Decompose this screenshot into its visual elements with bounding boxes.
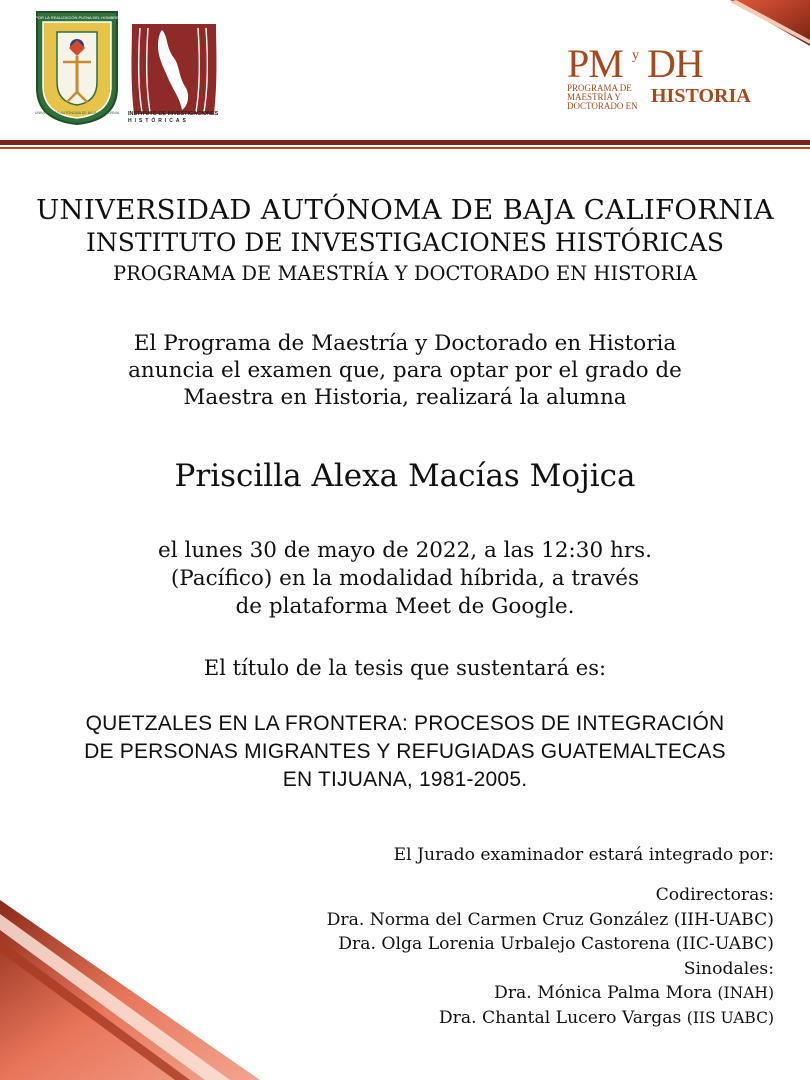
- header-divider-dark: [0, 140, 810, 145]
- pmydh-pm: PM: [567, 41, 623, 86]
- thesis-title: [0, 710, 810, 794]
- thesis-intro: El título de la tesis que sustentará es:: [203, 656, 607, 680]
- university-name: UNIVERSIDAD AUTÓNOMA DE BAJA CALIFORNIA: [36, 194, 774, 226]
- jury-member-name: Dra. Chantal Lucero Vargas: [438, 1007, 682, 1028]
- student-name: Priscilla Alexa Macías Mojica: [174, 458, 636, 494]
- codirectoras-label: Codirectoras:: [655, 885, 774, 905]
- jury-member-institution: (INAH): [717, 984, 774, 1002]
- announcement-paragraph: [0, 330, 810, 411]
- pmydh-logo: [565, 41, 765, 114]
- header: [0, 0, 810, 150]
- jury-member-institution: (IIC-UABC): [675, 934, 774, 954]
- corner-decoration-bottom-left: [0, 900, 260, 1080]
- iih-caption: [128, 111, 228, 125]
- thesis-title-line: DE PERSONAS MIGRANTES Y REFUGIADAS GUATEMALTECAS: [84, 740, 726, 763]
- uabc-ring-text: UNIVERSIDAD AUTÓNOMA DE BAJA CALIFORNIA: [35, 111, 119, 115]
- jury-member-name: Dra. Mónica Palma Mora: [494, 983, 713, 1003]
- jury-member: [327, 981, 774, 1006]
- date-line: de plataforma Meet de Google.: [235, 594, 575, 619]
- exam-date-paragraph: [0, 537, 810, 621]
- announcement-line: Maestra en Historia, realizará la alumna: [183, 385, 627, 410]
- iih-caption-line2: HISTÓRICAS: [128, 118, 189, 124]
- jury-list: [327, 883, 774, 1030]
- pmydh-y: y: [632, 48, 639, 63]
- jury-member: [327, 1006, 774, 1031]
- jury-member-name: Dra. Olga Lorenia Urbalejo Castorena: [338, 934, 671, 954]
- date-line: (Pacífico) en la modalidad híbrida, a través: [170, 566, 640, 591]
- jury-member-institution: (IIS UABC): [686, 1008, 774, 1027]
- jury-member: [327, 932, 774, 957]
- header-divider-light: [0, 147, 810, 149]
- date-line: el lunes 30 de mayo de 2022, a las 12:30 hrs.: [158, 538, 652, 563]
- pmydh-program-text: PROGRAMA DE MAESTRÍA Y DOCTORADO EN: [567, 83, 638, 111]
- iih-caption-line1: INSTITUTO DE INVESTIGACIONES: [128, 111, 219, 117]
- sinodales-label: Sinodales:: [683, 958, 774, 979]
- thesis-title-line: QUETZALES EN LA FRONTERA: PROCESOS DE INTEGRACIÓN: [85, 712, 725, 735]
- pmydh-dh: DH: [647, 41, 703, 86]
- jury-member: [327, 908, 774, 933]
- announcement-line: anuncia el examen que, para optar por el grado de: [128, 358, 682, 383]
- uabc-shield-logo: [35, 10, 119, 126]
- pmydh-historia: HISTORIA: [651, 85, 751, 107]
- jury-member-name: Dra. Norma del Carmen Cruz González: [326, 909, 669, 930]
- uabc-ring-top-text: POR LA REALIZACIÓN PLENA DEL HOMBRE: [35, 15, 119, 20]
- program-name: PROGRAMA DE MAESTRÍA Y DOCTORADO EN HISTORIA: [113, 262, 697, 285]
- thesis-title-line: EN TIJUANA, 1981-2005.: [282, 768, 528, 791]
- jury-intro: El Jurado examinador estará integrado por:: [393, 845, 774, 865]
- iih-logo: [128, 12, 220, 124]
- jury-member-institution: (IIH-UABC): [673, 909, 774, 930]
- institute-name: INSTITUTO DE INVESTIGACIONES HISTÓRICAS: [86, 228, 724, 257]
- announcement-line: El Programa de Maestría y Doctorado en Historia: [133, 331, 677, 356]
